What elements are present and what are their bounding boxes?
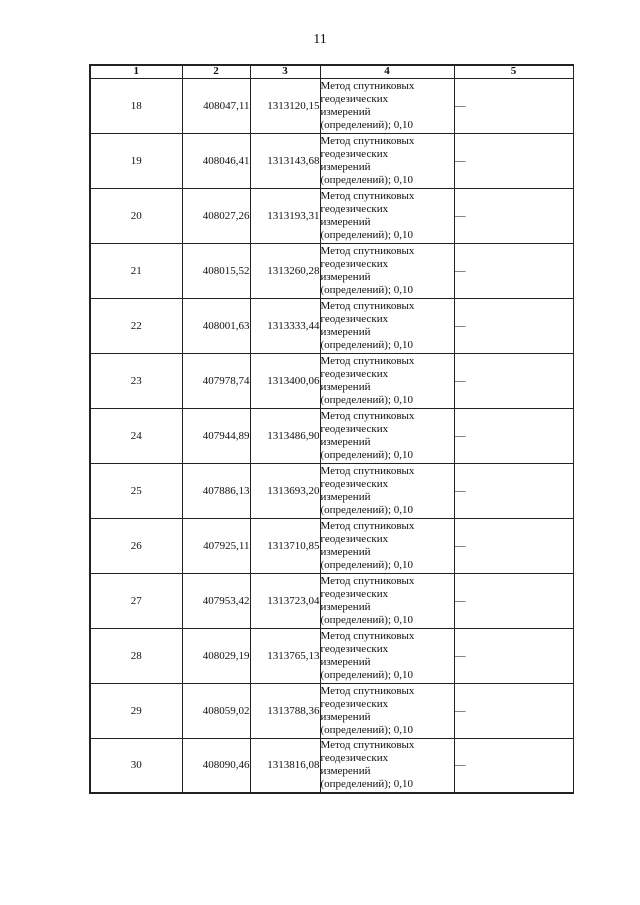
- method-line: измерений: [320, 380, 371, 393]
- x-coordinate-cell: 408027,26: [182, 188, 250, 243]
- method-line: Метод спутниковых: [320, 354, 415, 367]
- method-cell: [320, 408, 454, 463]
- method-line: (определений); 0,10: [320, 393, 414, 406]
- method-cell: [320, 298, 454, 353]
- x-coordinate-cell: 407925,11: [182, 518, 250, 573]
- method-line: (определений); 0,10: [320, 778, 414, 791]
- method-line: измерений: [320, 325, 371, 338]
- point-number-cell: 29: [90, 683, 182, 738]
- point-number-cell: 25: [90, 463, 182, 518]
- point-number-cell: 26: [90, 518, 182, 573]
- method-line: геодезических: [320, 92, 389, 105]
- table-row: [90, 243, 573, 298]
- x-coordinate-cell: 407944,89: [182, 408, 250, 463]
- method-line: (определений); 0,10: [320, 283, 414, 296]
- note-cell: —: [454, 353, 573, 408]
- method-line: Метод спутниковых: [320, 79, 415, 92]
- column-header-4: 4: [320, 65, 454, 78]
- method-line: Метод спутниковых: [320, 189, 415, 202]
- method-cell: [320, 78, 454, 133]
- y-coordinate-cell: 1313143,68: [250, 133, 320, 188]
- column-header-3: 3: [250, 65, 320, 78]
- coordinates-table: [89, 64, 574, 794]
- method-line: Метод спутниковых: [320, 739, 415, 752]
- column-header-5: 5: [454, 65, 573, 78]
- table-row: [90, 738, 573, 793]
- method-line: Метод спутниковых: [320, 574, 415, 587]
- point-number-cell: 20: [90, 188, 182, 243]
- table-header-row: [90, 65, 573, 78]
- table-row: [90, 463, 573, 518]
- table-row: [90, 573, 573, 628]
- column-header-2: 2: [182, 65, 250, 78]
- y-coordinate-cell: 1313765,13: [250, 628, 320, 683]
- method-line: (определений); 0,10: [320, 173, 414, 186]
- point-number-cell: 21: [90, 243, 182, 298]
- table-body: [90, 78, 573, 793]
- y-coordinate-cell: 1313400,06: [250, 353, 320, 408]
- method-line: геодезических: [320, 202, 389, 215]
- y-coordinate-cell: 1313710,85: [250, 518, 320, 573]
- method-line: Метод спутниковых: [320, 629, 415, 642]
- method-cell: [320, 463, 454, 518]
- table-row: [90, 408, 573, 463]
- method-line: измерений: [320, 215, 371, 228]
- method-line: (определений); 0,10: [320, 723, 414, 736]
- method-line: Метод спутниковых: [320, 519, 415, 532]
- method-line: геодезических: [320, 642, 389, 655]
- method-cell: [320, 683, 454, 738]
- method-line: Метод спутниковых: [320, 684, 415, 697]
- column-header-1: 1: [90, 65, 182, 78]
- method-line: Метод спутниковых: [320, 244, 415, 257]
- method-line: геодезических: [320, 697, 389, 710]
- point-number-cell: 22: [90, 298, 182, 353]
- y-coordinate-cell: 1313193,31: [250, 188, 320, 243]
- point-number-cell: 23: [90, 353, 182, 408]
- y-coordinate-cell: 1313333,44: [250, 298, 320, 353]
- method-line: Метод спутниковых: [320, 464, 415, 477]
- table-row: [90, 133, 573, 188]
- method-line: (определений); 0,10: [320, 668, 414, 681]
- method-cell: [320, 243, 454, 298]
- table-row: [90, 298, 573, 353]
- x-coordinate-cell: 408059,02: [182, 683, 250, 738]
- method-line: геодезических: [320, 312, 389, 325]
- note-cell: —: [454, 298, 573, 353]
- table-row: [90, 78, 573, 133]
- y-coordinate-cell: 1313486,90: [250, 408, 320, 463]
- method-line: геодезических: [320, 147, 389, 160]
- method-cell: [320, 518, 454, 573]
- point-number-cell: 27: [90, 573, 182, 628]
- method-line: измерений: [320, 600, 371, 613]
- method-line: измерений: [320, 105, 371, 118]
- y-coordinate-cell: 1313693,20: [250, 463, 320, 518]
- method-line: (определений); 0,10: [320, 503, 414, 516]
- method-line: измерений: [320, 160, 371, 173]
- table-row: [90, 683, 573, 738]
- method-cell: [320, 188, 454, 243]
- y-coordinate-cell: 1313260,28: [250, 243, 320, 298]
- method-cell: [320, 133, 454, 188]
- method-line: (определений); 0,10: [320, 118, 414, 131]
- method-cell: [320, 628, 454, 683]
- point-number-cell: 19: [90, 133, 182, 188]
- point-number-cell: 30: [90, 738, 182, 793]
- method-line: измерений: [320, 435, 371, 448]
- y-coordinate-cell: 1313120,15: [250, 78, 320, 133]
- method-line: измерений: [320, 710, 371, 723]
- method-line: геодезических: [320, 587, 389, 600]
- method-line: измерений: [320, 765, 371, 778]
- method-line: (определений); 0,10: [320, 448, 414, 461]
- table-row: [90, 518, 573, 573]
- note-cell: —: [454, 188, 573, 243]
- y-coordinate-cell: 1313816,08: [250, 738, 320, 793]
- point-number-cell: 18: [90, 78, 182, 133]
- method-line: Метод спутниковых: [320, 299, 415, 312]
- x-coordinate-cell: 407953,42: [182, 573, 250, 628]
- note-cell: —: [454, 133, 573, 188]
- note-cell: —: [454, 738, 573, 793]
- note-cell: —: [454, 463, 573, 518]
- method-line: (определений); 0,10: [320, 338, 414, 351]
- method-line: (определений); 0,10: [320, 228, 414, 241]
- method-line: измерений: [320, 545, 371, 558]
- method-line: (определений); 0,10: [320, 558, 414, 571]
- note-cell: —: [454, 78, 573, 133]
- method-line: (определений); 0,10: [320, 613, 414, 626]
- method-line: геодезических: [320, 257, 389, 270]
- note-cell: —: [454, 243, 573, 298]
- method-cell: [320, 738, 454, 793]
- method-line: измерений: [320, 490, 371, 503]
- note-cell: —: [454, 408, 573, 463]
- note-cell: —: [454, 628, 573, 683]
- point-number-cell: 28: [90, 628, 182, 683]
- method-cell: [320, 573, 454, 628]
- table-row: [90, 353, 573, 408]
- x-coordinate-cell: 407886,13: [182, 463, 250, 518]
- page-number: 11: [313, 32, 327, 47]
- note-cell: —: [454, 573, 573, 628]
- y-coordinate-cell: 1313788,36: [250, 683, 320, 738]
- method-line: геодезических: [320, 477, 389, 490]
- table-row: [90, 628, 573, 683]
- method-line: Метод спутниковых: [320, 134, 415, 147]
- method-line: геодезических: [320, 367, 389, 380]
- note-cell: —: [454, 518, 573, 573]
- x-coordinate-cell: 408047,11: [182, 78, 250, 133]
- method-line: геодезических: [320, 752, 389, 765]
- x-coordinate-cell: 407978,74: [182, 353, 250, 408]
- x-coordinate-cell: 408090,46: [182, 738, 250, 793]
- x-coordinate-cell: 408029,19: [182, 628, 250, 683]
- method-line: геодезических: [320, 532, 389, 545]
- point-number-cell: 24: [90, 408, 182, 463]
- x-coordinate-cell: 408046,41: [182, 133, 250, 188]
- x-coordinate-cell: 408001,63: [182, 298, 250, 353]
- method-cell: [320, 353, 454, 408]
- y-coordinate-cell: 1313723,04: [250, 573, 320, 628]
- method-line: измерений: [320, 270, 371, 283]
- note-cell: —: [454, 683, 573, 738]
- method-line: геодезических: [320, 422, 389, 435]
- x-coordinate-cell: 408015,52: [182, 243, 250, 298]
- table-row: [90, 188, 573, 243]
- method-line: Метод спутниковых: [320, 409, 415, 422]
- method-line: измерений: [320, 655, 371, 668]
